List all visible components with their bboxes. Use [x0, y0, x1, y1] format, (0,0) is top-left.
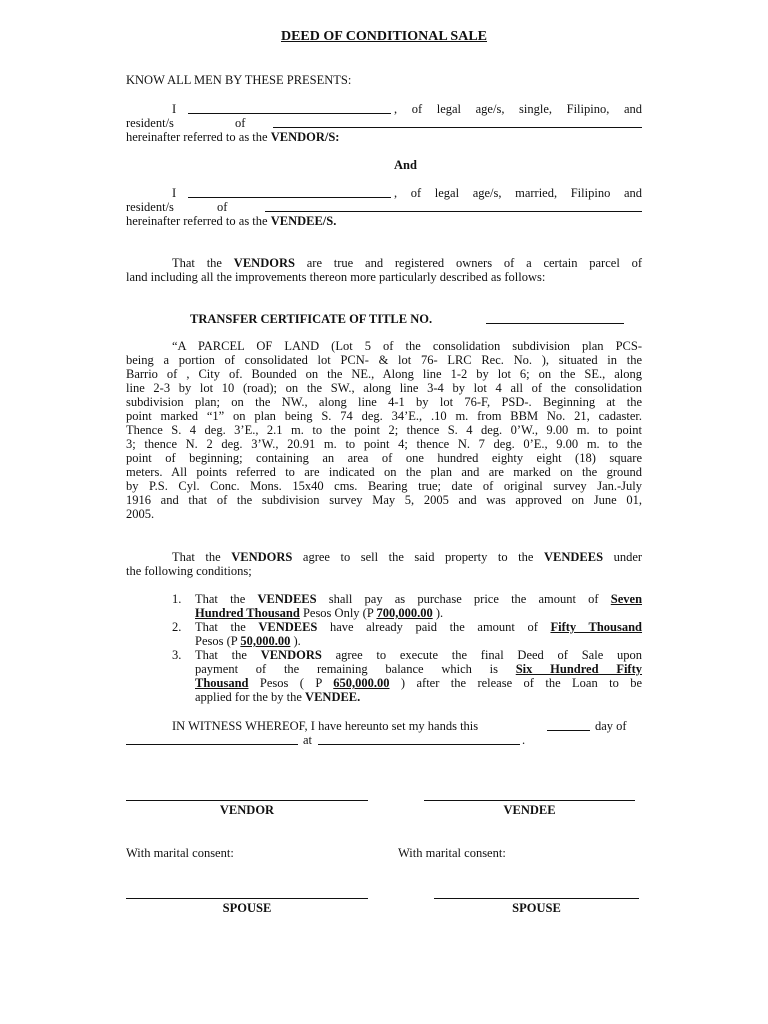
vendee-of: of [217, 200, 228, 214]
owners-pre: That the [172, 256, 222, 270]
witness-line-1: IN WITNESS WHEREOF, I have hereunto set my hands this [172, 719, 479, 733]
parcel-line: line 2-3 by lot 10 (road); on the SW., along line 3-4 by lot 4 all of the consolidation [126, 381, 642, 395]
owners-line-1 [172, 256, 642, 270]
c2-mid: have already paid the amount of [329, 620, 538, 634]
condition-3-line-2 [195, 662, 642, 676]
c2-pre: That the [195, 620, 246, 634]
c3-l3-mid: Pesos ( P [259, 676, 322, 690]
c3-vendors: VENDORS [260, 648, 322, 662]
vendor-name-blank [188, 113, 391, 114]
vendee-ref [126, 214, 336, 228]
vendee-residence-blank [265, 211, 642, 212]
c2-amount-words: Fifty Thousand [550, 620, 643, 634]
parcel-line: point of beginning; containing an area of one hundred eighty eight (18) square [126, 451, 642, 465]
c3-l4-pre: applied for the by the [195, 690, 302, 704]
condition-2-line-2 [195, 634, 301, 648]
sell-pre: That the [172, 550, 221, 564]
spouse-right-signature-line [434, 898, 639, 899]
parcel-line: Barrio of , City of. Bounded on the NE., Along line 1-2 by lot 6; on the SE., along [126, 367, 642, 381]
c3-l2-pre: payment of the remaining balance which is [195, 662, 498, 676]
condition-1-line-2 [195, 606, 443, 620]
parcel-line: by P.S. Cyl. Conc. Mons. 15x40 cms. Bearing true; date of original survey Jan.-July [126, 479, 642, 493]
vendee-ref-prefix: hereinafter referred to as the [126, 214, 268, 228]
c1-post-words: Pesos Only (P [302, 606, 374, 620]
and-label: And [394, 158, 417, 172]
parcel-line: 3; thence N. 2 deg. 3’W., 20.91 m. to point 4; thence N. 7 deg. 0’E., 9.00 m. to the [126, 437, 642, 451]
witness-place-blank [318, 744, 520, 745]
tct-label: TRANSFER CERTIFICATE OF TITLE NO. [190, 312, 433, 326]
intro-line: KNOW ALL MEN BY THESE PRESENTS: [126, 73, 352, 87]
vendor-i: I [172, 102, 177, 116]
parcel-line: 1916 and that of the subdivision survey May 5, 2005 and was approved on June 01, [126, 493, 642, 507]
vendee-i: I [172, 186, 177, 200]
c3-l3-post: ) after the release of the Loan to be [400, 676, 643, 690]
vendor-of: of [235, 116, 246, 130]
witness-day-of: day of [595, 719, 627, 733]
vendee-label: VENDEE [503, 803, 556, 817]
c3-amount-number: 650,000.00 [333, 676, 390, 690]
c3-vendee: VENDEE. [305, 690, 361, 704]
condition-3-line-4 [195, 690, 360, 704]
c1-mid: shall pay as purchase price the amount of [328, 592, 599, 606]
condition-2-line-1 [195, 620, 642, 634]
c2-vendees: VENDEES [258, 620, 318, 634]
vendor-label: VENDOR [219, 803, 275, 817]
sell-line-2: the following conditions; [126, 564, 252, 578]
parcel-line: being a portion of consolidated lot PCN- & lot 76- LRC Rec. No. ), situated in the [126, 353, 642, 367]
witness-at: at [303, 733, 313, 747]
owners-vendors: VENDORS [233, 256, 295, 270]
witness-end: . [522, 733, 526, 747]
vendor-ref-prefix: hereinafter referred to as the [126, 130, 268, 144]
c1-vendees: VENDEES [257, 592, 317, 606]
vendee-ref-role: VENDEE/S. [270, 214, 337, 228]
condition-1-line-1 [195, 592, 642, 606]
parcel-line: “A PARCEL OF LAND (Lot 5 of the consolidation subdivision plan PCS- [172, 339, 642, 353]
c1-pre: That the [195, 592, 246, 606]
c1-amount-words-a: Seven [610, 592, 643, 606]
condition-3-line-3 [195, 676, 642, 690]
parcel-description [126, 339, 642, 521]
owners-line-2: land including all the improvements thereon more particularly described as follows: [126, 270, 546, 284]
witness-day-blank [547, 730, 590, 731]
c3-mid: agree to execute the final Deed of Sale upon [335, 648, 642, 662]
vendee-name-blank [188, 197, 391, 198]
sell-vendees: VENDEES [543, 550, 604, 564]
c1-close: ). [435, 606, 444, 620]
c2-close: ). [293, 634, 301, 648]
sell-line-1 [172, 550, 642, 564]
condition-2-number: 2. [172, 620, 182, 634]
vendor-ref-role: VENDOR/S: [270, 130, 340, 144]
document-title: DEED OF CONDITIONAL SALE [280, 29, 488, 44]
condition-3-number: 3. [172, 648, 182, 662]
sell-post: under [613, 550, 643, 564]
vendor-residence-blank [273, 127, 642, 128]
c1-amount-number: 700,000.00 [376, 606, 433, 620]
vendor-tail: , of legal age/s, single, Filipino, and [394, 102, 642, 116]
parcel-line: Thence S. 4 deg. 3’E., 2.1 m. to the point 2; thence S. 4 deg. 0’W., 9.00 m. to point [126, 423, 642, 437]
vendee-signature-line [424, 800, 635, 801]
consent-right: With marital consent: [398, 846, 506, 860]
vendor-ref [126, 130, 339, 144]
vendor-signature-line [126, 800, 368, 801]
tct-number-blank [486, 323, 624, 324]
parcel-line: meters. All points referred to are indicated on the plan and are marked on the ground [126, 465, 642, 479]
c3-amount-words-a: Six Hundred Fifty [515, 662, 642, 676]
spouse-left-signature-line [126, 898, 368, 899]
parcel-line: subdivision plan; on the NW., along line 4-1 by lot 76-F, PSD-. Beginning at the [126, 395, 642, 409]
condition-1-number: 1. [172, 592, 182, 606]
condition-3-line-1 [195, 648, 642, 662]
parcel-line: 2005. [126, 507, 155, 521]
c3-pre: That the [195, 648, 247, 662]
c1-amount-words-b: Hundred Thousand [195, 606, 300, 620]
spouse-left-label: SPOUSE [222, 901, 272, 915]
c2-amount-number: 50,000.00 [240, 634, 291, 648]
owners-post: are true and registered owners of a certain parcel of [306, 256, 643, 270]
vendee-tail: , of legal age/s, married, Filipino and [394, 186, 642, 200]
spouse-right-label: SPOUSE [512, 901, 561, 915]
consent-left: With marital consent: [126, 846, 234, 860]
c3-amount-words-b: Thousand [195, 676, 249, 690]
witness-date-blank [126, 744, 298, 745]
sell-vendors: VENDORS [231, 550, 293, 564]
vendee-resident: resident/s [126, 200, 174, 214]
sell-mid: agree to sell the said property to the [302, 550, 534, 564]
parcel-line: point marked “1” on plan being S. 74 deg. 34’E., .10 m. from BBM No. 21, cadaster. [126, 409, 642, 423]
vendor-resident: resident/s [126, 116, 174, 130]
c2-l2-pre: Pesos (P [195, 634, 238, 648]
